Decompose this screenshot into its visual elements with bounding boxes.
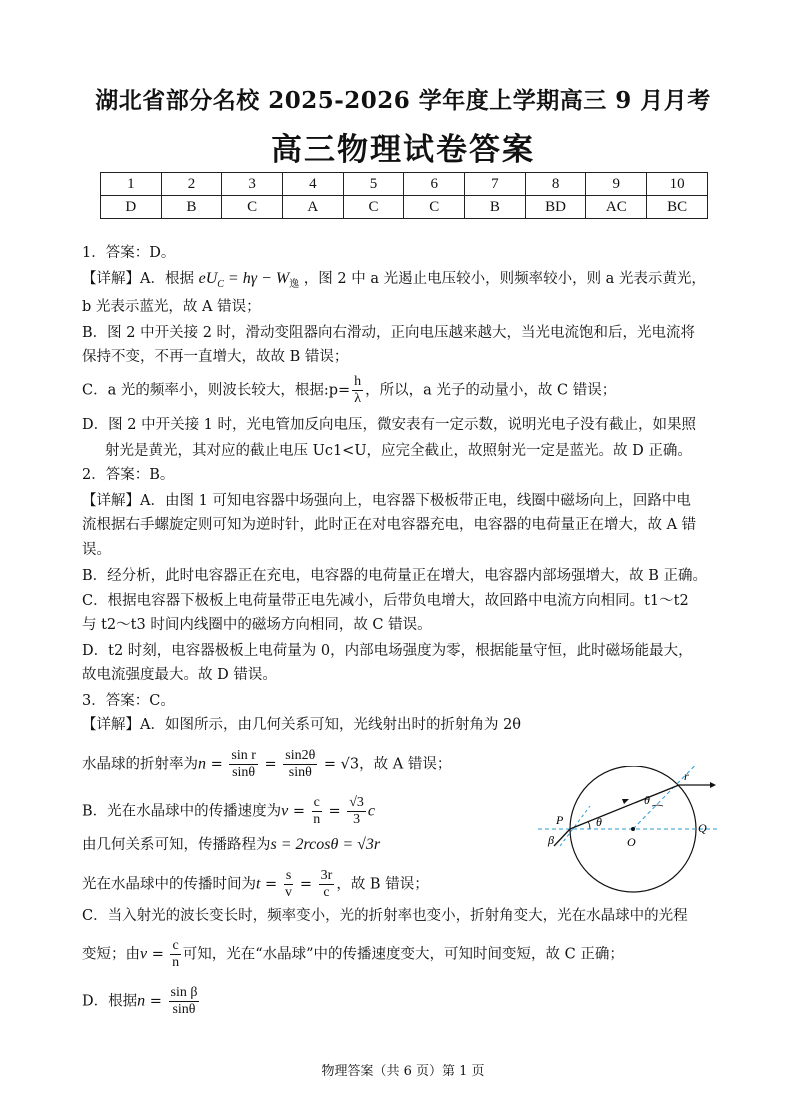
q3-heading: 3．答案：C。 bbox=[82, 693, 175, 709]
formula: s = 2rcosθ = √3r bbox=[270, 836, 381, 853]
text-line: 流根据右手螺旋定则可知为逆时针，此时正在对电容器充电，电容器的电荷量正在增大，故 A 错 bbox=[82, 517, 697, 533]
text-line: 与 t2～t3 时间内线圈中的磁场方向相同，故 C 错误。 bbox=[82, 617, 432, 633]
text-span: 【详解】A．根据 bbox=[82, 271, 194, 287]
text-line: B．经分析，此时电容器正在充电，电容器的电荷量正在增大，电容器内部场强增大，故 B 正确。 bbox=[82, 568, 708, 584]
text-span: 可知，光在“水晶球”中的传播速度变大，可知时间变短，故 C 正确； bbox=[182, 946, 624, 963]
table-cell: 6 bbox=[404, 173, 465, 196]
numerator: c bbox=[172, 938, 179, 953]
text-span: 由几何关系可知，传播路程为 bbox=[82, 837, 271, 853]
table-cell: C bbox=[222, 196, 283, 219]
ray-incident bbox=[554, 829, 570, 846]
label-o: O bbox=[627, 835, 636, 849]
table-cell: 9 bbox=[586, 173, 647, 196]
fraction bbox=[229, 748, 258, 781]
numerator: 3r bbox=[320, 868, 333, 883]
text-span: ，图 2 中 a 光遏止电压较小，则频率较小，则 a 光表示黄光， bbox=[303, 271, 706, 287]
label-theta: θ bbox=[644, 793, 650, 807]
numerator: sin r bbox=[231, 748, 256, 763]
text-span: 光在水晶球中的传播时间为 bbox=[82, 876, 256, 893]
formula-var: n bbox=[137, 992, 146, 1010]
formula-var: t bbox=[256, 875, 261, 893]
table-cell: 10 bbox=[647, 173, 708, 196]
label-beta: β bbox=[548, 833, 554, 847]
table-cell: A bbox=[283, 196, 344, 219]
fraction bbox=[170, 938, 180, 971]
q1-heading: 1．答案：D。 bbox=[82, 245, 176, 261]
denominator: v bbox=[285, 885, 293, 900]
text-line: 射光是黄光，其对应的截止电压 Uc1<U，应完全截止，故照射光一定是蓝光。故 D 正确。 bbox=[105, 443, 692, 459]
text-span: ，故 B 错误； bbox=[336, 876, 429, 893]
fraction bbox=[319, 868, 335, 901]
denominator: sinθ bbox=[288, 765, 312, 780]
formula-sub: C bbox=[217, 279, 224, 291]
text-span: ，故 A 错误； bbox=[359, 756, 452, 773]
table-cell: D bbox=[101, 196, 162, 219]
text-line: D．图 2 中开关接 1 时，光电管加反向电压，微安表有一定示数，说明光电子没有截止，如果照 bbox=[82, 417, 697, 433]
table-cell: 8 bbox=[525, 173, 586, 196]
table-cell: B bbox=[161, 196, 222, 219]
denominator: λ bbox=[354, 391, 362, 406]
text-line: 保持不变，不再一直增大，故故 B 错误； bbox=[82, 349, 349, 365]
answer-table-numbers-row bbox=[101, 173, 708, 196]
table-cell: 1 bbox=[101, 173, 162, 196]
label-p: P bbox=[556, 813, 564, 827]
text-line: 【详解】A．由图 1 可知电容器中场强向上，电容器下极板带正电，线圈中磁场向上，回路中电 bbox=[82, 493, 691, 509]
normal-at-p-line bbox=[560, 806, 590, 846]
formula-part: = hγ − W bbox=[223, 270, 290, 287]
text-line: 故电流强度最大。故 D 错误。 bbox=[82, 667, 277, 683]
numerator: c bbox=[313, 795, 320, 810]
center-point bbox=[631, 827, 635, 831]
formula bbox=[198, 270, 300, 291]
text-span: 变短；由 bbox=[82, 946, 140, 963]
formula-var: v bbox=[281, 802, 289, 820]
q3-c-formula: 变短；由v = $\frac{c}{n}$ 可知，光在“水晶球”中的传播速度变大，可知时间变短，故 C 正确； bbox=[82, 938, 624, 970]
q3-index-formula: 水晶球的折射率为n = $\frac{\text{sin r}}{\sin\theta}$ = $\frac{\sin 2\theta}{\sin\theta}$ = √3，故 A 错误； bbox=[82, 748, 452, 780]
text-line: 误。 bbox=[82, 542, 111, 558]
answer-table bbox=[100, 172, 708, 219]
text-span: B．光在水晶球中的传播速度为 bbox=[82, 803, 282, 820]
denominator: n bbox=[172, 955, 180, 970]
ray-inside-ball bbox=[570, 785, 679, 829]
q3-d-formula: D．根据n = $\frac{\text{sin β}}{\sin\theta}$ bbox=[82, 985, 198, 1017]
label-r: r bbox=[684, 769, 689, 783]
text-line: b 光表示蓝光，故 A 错误； bbox=[82, 299, 261, 315]
q1-detail-c bbox=[82, 374, 726, 407]
numerator: sin β bbox=[170, 985, 198, 1000]
exit-arrow-icon bbox=[710, 782, 716, 788]
formula-var: n bbox=[198, 755, 206, 773]
q3-time-formula: 光在水晶球中的传播时间为t = $\frac{s}{v}$ = $\frac{3r}{c}$ ，故 B 错误； bbox=[82, 868, 429, 900]
theta-arc bbox=[652, 805, 663, 806]
table-cell: 4 bbox=[283, 173, 344, 196]
label-q: Q bbox=[698, 821, 707, 835]
text-span: C．a 光的频率小，则波长较大，根据:p= bbox=[82, 382, 351, 399]
denominator: sinθ bbox=[232, 765, 256, 780]
text-line: D．t2 时刻，电容器极板上电荷量为 0，内部电场强度为零，根据能量守恒，此时磁场能最大， bbox=[82, 643, 693, 659]
formula-part: eU bbox=[198, 270, 218, 287]
theta-arc bbox=[588, 821, 590, 829]
denominator: c bbox=[323, 885, 330, 900]
numerator: s bbox=[285, 868, 292, 883]
text-line: C．根据电容器下极板上电荷量带正电先减小，后带负电增大，故回路中电流方向相同。t1～t2 bbox=[82, 593, 689, 609]
answer-table-answers-row bbox=[101, 196, 708, 219]
formula-value: √3 bbox=[340, 756, 360, 773]
table-cell: BC bbox=[647, 196, 708, 219]
numerator: h bbox=[354, 374, 362, 389]
fraction bbox=[284, 868, 293, 901]
q2-heading: 2．答案：B。 bbox=[82, 467, 175, 483]
refraction-diagram bbox=[530, 766, 720, 901]
table-cell: C bbox=[404, 196, 465, 219]
denominator: 3 bbox=[353, 812, 361, 827]
fraction bbox=[283, 748, 317, 781]
formula-var: v bbox=[140, 945, 148, 963]
formula-sub: 逸 bbox=[289, 279, 300, 291]
fraction bbox=[169, 985, 200, 1018]
page-footer: 物理答案（共 6 页）第 1 页 bbox=[321, 1064, 485, 1079]
exam-title: 湖北省部分名校 2025-2026 学年度上学期高三 9 月月考 bbox=[95, 87, 711, 114]
q1-detail-a bbox=[82, 268, 726, 296]
text-span: 水晶球的折射率为 bbox=[82, 756, 198, 773]
q3-speed-formula: B．光在水晶球中的传播速度为v = $\frac{c}{n}$ = $\frac{√3}{3}$ c bbox=[82, 795, 376, 827]
text-line: 【详解】A．如图所示，由几何关系可知，光线射出时的折射角为 2θ bbox=[82, 717, 522, 733]
table-cell: 5 bbox=[343, 173, 404, 196]
formula-var: c bbox=[367, 802, 376, 820]
table-cell: C bbox=[343, 196, 404, 219]
denominator: n bbox=[313, 812, 321, 827]
label-theta: θ bbox=[596, 815, 602, 829]
text-line: B．图 2 中开关接 2 时，滑动变阻器向右滑动，正向电压越来越大，当光电流饱和后，光电流将 bbox=[82, 325, 696, 341]
table-cell: AC bbox=[586, 196, 647, 219]
table-cell: B bbox=[465, 196, 526, 219]
table-cell: 3 bbox=[222, 173, 283, 196]
fraction bbox=[352, 374, 363, 407]
text-span: D．根据 bbox=[82, 993, 138, 1010]
table-cell: 2 bbox=[161, 173, 222, 196]
ray-arrow-icon bbox=[622, 799, 629, 804]
numerator: sin2θ bbox=[285, 748, 316, 763]
page-subtitle: 高三物理试卷答案 bbox=[271, 132, 535, 168]
text-line: C．当入射光的波长变长时，频率变小，光的折射率也变小，折射角变大，光在水晶球中的光程 bbox=[82, 908, 688, 924]
fraction bbox=[312, 795, 322, 828]
numerator: √3 bbox=[349, 795, 364, 810]
denominator: sinθ bbox=[172, 1002, 196, 1017]
table-cell: 7 bbox=[465, 173, 526, 196]
text-span: ，所以，a 光子的动量小，故 C 错误； bbox=[365, 382, 617, 399]
table-cell: BD bbox=[525, 196, 586, 219]
fraction bbox=[347, 795, 366, 828]
